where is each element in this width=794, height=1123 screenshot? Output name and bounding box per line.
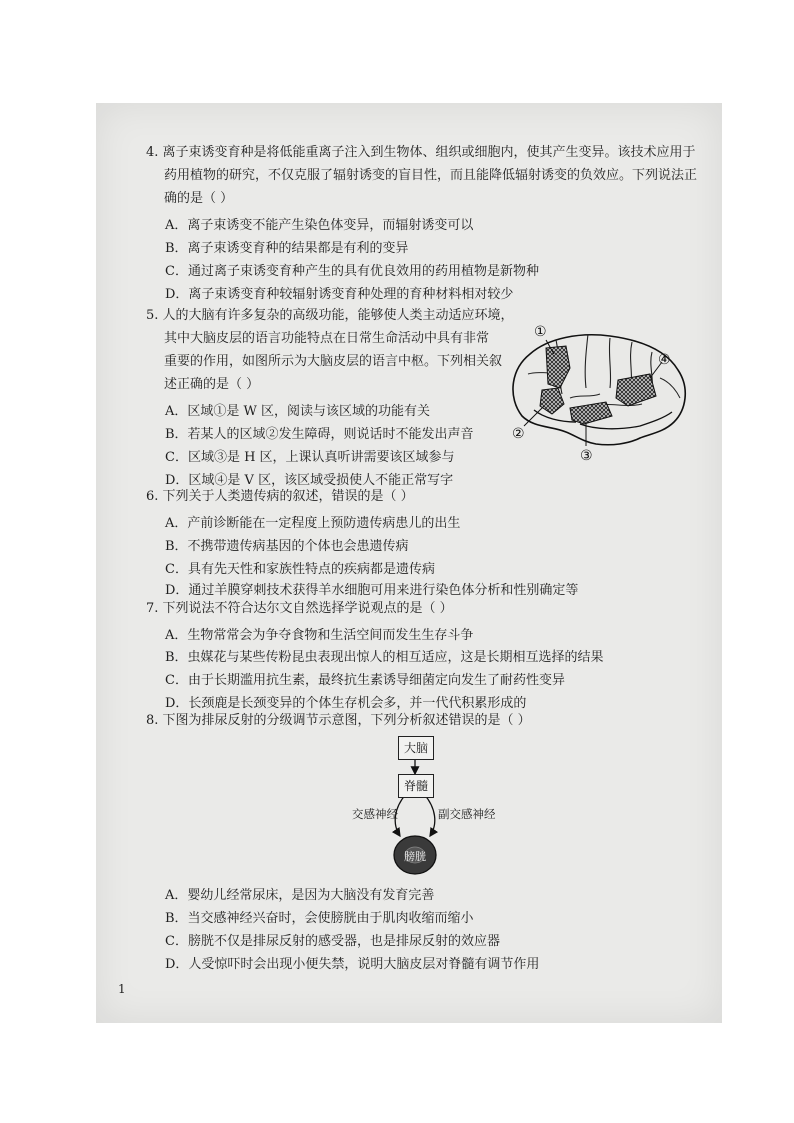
diagram-bladder-label: 膀胱	[404, 850, 426, 863]
q5-option-d: D．区域④是 V 区，该区域受损使人不能正常写字	[165, 473, 454, 488]
q4-option-b: B．离子束诱变育种的结果都是有利的变异	[165, 241, 409, 256]
q5-line-3: 重要的作用，如图所示为大脑皮层的语言中枢。下列相关叙	[164, 354, 503, 369]
q7-option-b: B．虫媒花与某些传粉昆虫表现出惊人的相互适应，这是长期相互选择的结果	[165, 650, 604, 665]
q5-line-2: 其中大脑皮层的语言功能特点在日常生命活动中具有非常	[164, 331, 490, 346]
brain-label-2: ②	[512, 426, 525, 442]
q8-option-b: B．当交感神经兴奋时，会使膀胱由于肌肉收缩而缩小	[165, 911, 474, 926]
diagram-parasympathetic-label: 副交感神经	[438, 807, 496, 821]
q7-option-a: A．生物常常会为争夺食物和生活空间而发生生存斗争	[165, 628, 474, 643]
brain-outline	[513, 334, 685, 445]
q5-option-c: C．区域③是 H 区，上课认真听讲需要该区域参与	[165, 450, 455, 465]
q5-line-1: 5. 人的大脑有许多复杂的高级功能，能够使人类主动适应环境，	[146, 308, 514, 323]
q6-option-c: C．具有先天性和家族性特点的疾病都是遗传病	[165, 562, 435, 577]
brain-label-4: ④	[658, 352, 671, 368]
q8-option-a: A．婴幼儿经常尿床，是因为大脑没有发育完善	[165, 888, 435, 903]
q4-option-a: A．离子束诱变不能产生染色体变异，而辐射诱变可以	[165, 218, 474, 233]
brain-label-3: ③	[580, 448, 593, 464]
q6-option-b: B．不携带遗传病基因的个体也会患遗传病	[165, 539, 409, 554]
q6-stem: 6. 下列关于人类遗传病的叙述，错误的是（ ）	[146, 489, 414, 504]
q5-line-4: 述正确的是（ ）	[164, 377, 260, 392]
q8-option-d: D．人受惊吓时会出现小便失禁，说明大脑皮层对脊髓有调节作用	[165, 957, 540, 972]
q7-option-c: C．由于长期滥用抗生素，最终抗生素诱导细菌定向发生了耐药性变异	[165, 673, 565, 688]
q6-option-a: A．产前诊断能在一定程度上预防遗传病患儿的出生	[165, 516, 461, 531]
q7-option-d: D．长颈鹿是长颈变异的个体生存机会多，并一代代积累形成的	[165, 696, 527, 711]
diagram-spinal-box: 脊髓	[398, 774, 434, 798]
q5-option-b: B．若某人的区域②发生障碍，则说话时不能发出声音	[165, 427, 474, 442]
q4-option-d: D．离子束诱变育种较辐射诱变育种处理的育种材料相对较少	[165, 287, 514, 302]
q6-option-d: D．通过羊膜穿刺技术获得羊水细胞可用来进行染色体分析和性别确定等	[165, 583, 579, 598]
q5-option-a: A．区域①是 W 区，阅读与该区域的功能有关	[165, 404, 431, 419]
q4-line-1: 4. 离子束诱变育种是将低能重离子注入到生物体、组织或细胞内，使其产生变异。该技术应用于	[146, 145, 696, 160]
brain-language-center-figure	[500, 318, 696, 468]
q4-option-c: C．通过离子束诱变育种产生的具有优良效用的药用植物是新物种	[165, 264, 539, 279]
q7-stem: 7. 下列说法不符合达尔文自然选择学说观点的是（ ）	[146, 601, 453, 616]
diagram-sympathetic-label: 交感神经	[352, 807, 398, 821]
page-number: 1	[118, 982, 126, 996]
q8-stem: 8. 下图为排尿反射的分级调节示意图，下列分析叙述错误的是（ ）	[146, 713, 531, 728]
diagram-brain-box: 大脑	[398, 736, 434, 760]
brain-label-1: ①	[534, 324, 547, 340]
q8-option-c: C．膀胱不仅是排尿反射的感受器，也是排尿反射的效应器	[165, 934, 500, 949]
q4-line-3: 确的是（ ）	[164, 191, 234, 206]
q4-line-2: 药用植物的研究，不仅克服了辐射诱变的盲目性，而且能降低辐射诱变的负效应。下列说法正	[164, 168, 698, 183]
